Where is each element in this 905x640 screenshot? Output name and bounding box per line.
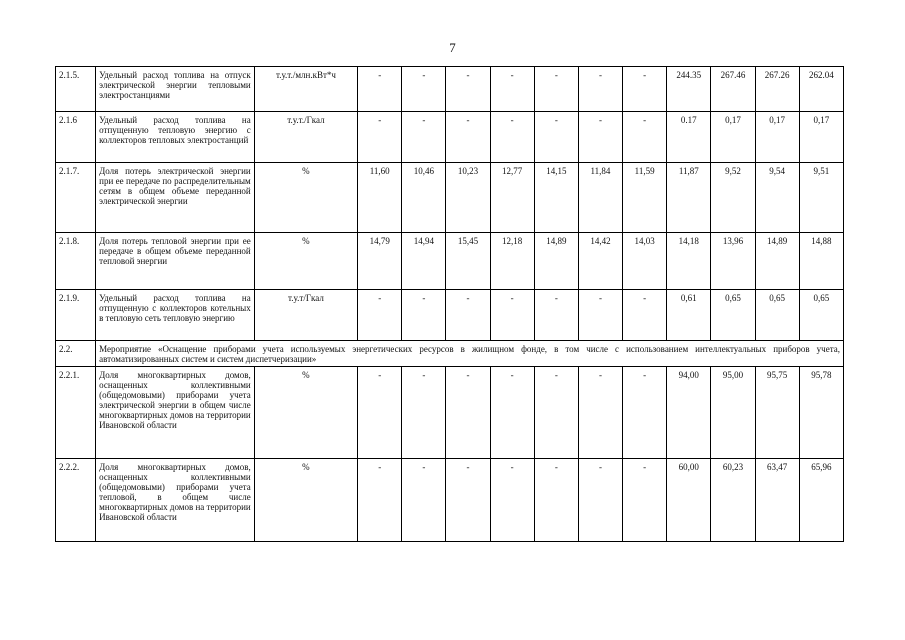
row-unit: % bbox=[254, 163, 357, 233]
value-cell: 60,23 bbox=[711, 459, 755, 542]
value-cell: 244.35 bbox=[667, 67, 711, 112]
value-cell: 0,65 bbox=[799, 290, 843, 341]
value-cell: - bbox=[578, 290, 622, 341]
value-cell: 95,00 bbox=[711, 367, 755, 459]
value-cell: 95,75 bbox=[755, 367, 799, 459]
value-cell: 14,89 bbox=[755, 233, 799, 290]
value-cell: 0,17 bbox=[755, 112, 799, 163]
row-number: 2.1.9. bbox=[56, 290, 96, 341]
section-number: 2.2. bbox=[56, 341, 96, 367]
value-cell: 0,65 bbox=[755, 290, 799, 341]
row-number: 2.1.7. bbox=[56, 163, 96, 233]
value-cell: - bbox=[358, 112, 402, 163]
section-title: Мероприятие «Оснащение приборами учета используемых энергетических ресурсов в жилищном фонде, в том числе с использованием интеллектуальных приборов учета, автоматизированных систем и систем диспетчеризации» bbox=[96, 341, 844, 367]
value-cell: - bbox=[490, 367, 534, 459]
value-cell: 9,52 bbox=[711, 163, 755, 233]
row-unit: т.у.т./млн.кВт*ч bbox=[254, 67, 357, 112]
value-cell: - bbox=[402, 290, 446, 341]
value-cell: 9,54 bbox=[755, 163, 799, 233]
value-cell: - bbox=[446, 112, 490, 163]
section-row bbox=[56, 341, 844, 367]
row-unit: % bbox=[254, 459, 357, 542]
value-cell: - bbox=[534, 459, 578, 542]
row-unit: % bbox=[254, 233, 357, 290]
value-cell: 95,78 bbox=[799, 367, 843, 459]
value-cell: - bbox=[358, 290, 402, 341]
value-cell: 14,94 bbox=[402, 233, 446, 290]
table-row bbox=[56, 233, 844, 290]
value-cell: - bbox=[623, 290, 667, 341]
value-cell: - bbox=[623, 367, 667, 459]
value-cell: 14,42 bbox=[578, 233, 622, 290]
row-description: Доля потерь электрической энергии при ее передаче по распределительным сетям в общем объеме переданной электрической энергии bbox=[96, 163, 255, 233]
indicators-table bbox=[55, 66, 844, 542]
value-cell: - bbox=[358, 459, 402, 542]
value-cell: 14,89 bbox=[534, 233, 578, 290]
value-cell: - bbox=[446, 67, 490, 112]
value-cell: 267.46 bbox=[711, 67, 755, 112]
value-cell: - bbox=[490, 112, 534, 163]
value-cell: - bbox=[534, 112, 578, 163]
value-cell: - bbox=[490, 459, 534, 542]
row-number: 2.1.8. bbox=[56, 233, 96, 290]
row-unit: % bbox=[254, 367, 357, 459]
value-cell: 11,84 bbox=[578, 163, 622, 233]
value-cell: 94,00 bbox=[667, 367, 711, 459]
value-cell: - bbox=[623, 459, 667, 542]
row-number: 2.2.1. bbox=[56, 367, 96, 459]
value-cell: - bbox=[578, 367, 622, 459]
value-cell: 9,51 bbox=[799, 163, 843, 233]
value-cell: - bbox=[402, 367, 446, 459]
value-cell: 10,46 bbox=[402, 163, 446, 233]
value-cell: 0,65 bbox=[711, 290, 755, 341]
row-description: Удельный расход топлива на отпущенную тепловую энергию с коллекторов тепловых электростанций bbox=[96, 112, 255, 163]
value-cell: - bbox=[534, 367, 578, 459]
page-number: 7 bbox=[449, 40, 456, 55]
value-cell: - bbox=[446, 459, 490, 542]
value-cell: - bbox=[578, 459, 622, 542]
value-cell: 0,17 bbox=[799, 112, 843, 163]
row-description: Удельный расход топлива на отпуск электрической энергии тепловыми электростанциями bbox=[96, 67, 255, 112]
value-cell: 262.04 bbox=[799, 67, 843, 112]
value-cell: 14,79 bbox=[358, 233, 402, 290]
value-cell: - bbox=[402, 459, 446, 542]
value-cell: 14,18 bbox=[667, 233, 711, 290]
table-row bbox=[56, 67, 844, 112]
value-cell: - bbox=[623, 112, 667, 163]
table-row bbox=[56, 163, 844, 233]
value-cell: 65,96 bbox=[799, 459, 843, 542]
value-cell: 11,87 bbox=[667, 163, 711, 233]
value-cell: - bbox=[490, 290, 534, 341]
row-description: Доля многоквартирных домов, оснащенных коллективными (общедомовыми) приборами учета электрической энергии в общем числе многоквартирных домов на территории Ивановской области bbox=[96, 367, 255, 459]
table-row bbox=[56, 290, 844, 341]
value-cell: 11,60 bbox=[358, 163, 402, 233]
value-cell: - bbox=[446, 290, 490, 341]
row-number: 2.1.5. bbox=[56, 67, 96, 112]
value-cell: 0,61 bbox=[667, 290, 711, 341]
value-cell: 10,23 bbox=[446, 163, 490, 233]
value-cell: 13,96 bbox=[711, 233, 755, 290]
row-description: Доля потерь тепловой энергии при ее передаче в общем объеме переданной тепловой энергии bbox=[96, 233, 255, 290]
value-cell: 11,59 bbox=[623, 163, 667, 233]
table-row bbox=[56, 367, 844, 459]
value-cell: 0.17 bbox=[667, 112, 711, 163]
row-number: 2.2.2. bbox=[56, 459, 96, 542]
value-cell: 63,47 bbox=[755, 459, 799, 542]
row-number: 2.1.6 bbox=[56, 112, 96, 163]
value-cell: - bbox=[490, 67, 534, 112]
value-cell: 15,45 bbox=[446, 233, 490, 290]
value-cell: 14,15 bbox=[534, 163, 578, 233]
value-cell: 60,00 bbox=[667, 459, 711, 542]
row-description: Доля многоквартирных домов, оснащенных коллективными (общедомовыми) приборами учета тепловой, в общем числе многоквартирных домов на территории Ивановской области bbox=[96, 459, 255, 542]
value-cell: - bbox=[402, 112, 446, 163]
value-cell: 267.26 bbox=[755, 67, 799, 112]
value-cell: 14,88 bbox=[799, 233, 843, 290]
table-row bbox=[56, 459, 844, 542]
value-cell: - bbox=[623, 67, 667, 112]
row-unit: т.у.т/Гкал bbox=[254, 290, 357, 341]
value-cell: 12,18 bbox=[490, 233, 534, 290]
value-cell: - bbox=[534, 67, 578, 112]
value-cell: - bbox=[402, 67, 446, 112]
value-cell: - bbox=[446, 367, 490, 459]
value-cell: 0,17 bbox=[711, 112, 755, 163]
value-cell: - bbox=[358, 67, 402, 112]
value-cell: - bbox=[534, 290, 578, 341]
value-cell: - bbox=[578, 67, 622, 112]
value-cell: - bbox=[358, 367, 402, 459]
row-unit: т.у.т./Гкал bbox=[254, 112, 357, 163]
value-cell: - bbox=[578, 112, 622, 163]
table-row bbox=[56, 112, 844, 163]
row-description: Удельный расход топлива на отпущенную с коллекторов котельных в тепловую сеть тепловую энергию bbox=[96, 290, 255, 341]
value-cell: 14,03 bbox=[623, 233, 667, 290]
value-cell: 12,77 bbox=[490, 163, 534, 233]
